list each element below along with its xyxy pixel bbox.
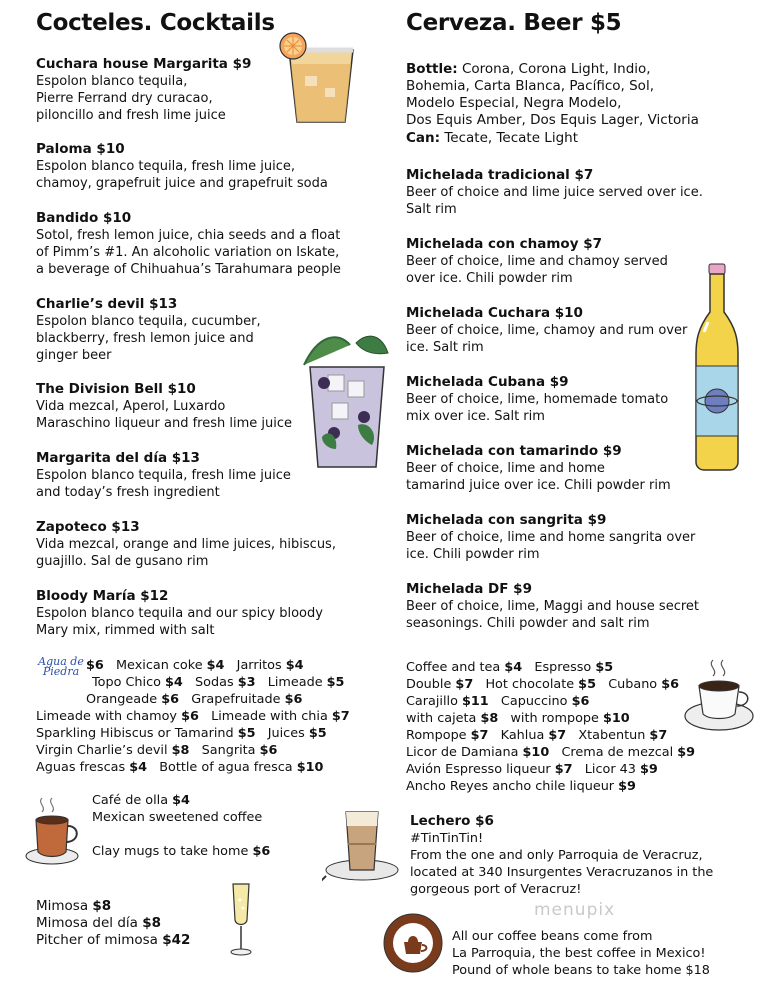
beer-bottle-line: Dos Equis Amber, Dos Equis Lager, Victoria <box>406 112 699 128</box>
item-name: Paloma $10 <box>36 141 125 157</box>
item-name: Michelada tradicional $7 <box>406 167 594 183</box>
label: Limeade with chia <box>198 709 332 724</box>
item-desc: Beer of choice, lime, Maggi and house secret seasonings. Chili powder and salt rim <box>406 599 699 631</box>
label: Carajillo <box>406 694 462 709</box>
menu-item <box>36 519 376 570</box>
label: Sparkling Hibiscus or Tamarind <box>36 726 238 741</box>
soft-drinks-line-4 <box>36 725 327 742</box>
cocktails-heading: Cocteles. Cocktails <box>36 10 275 36</box>
menu-item <box>36 588 376 639</box>
bottle-list: Corona, Corona Light, Indio, <box>457 61 651 77</box>
price: $3 <box>237 675 256 690</box>
label: Bottle of agua fresca <box>147 760 297 775</box>
label: with cajeta <box>406 711 481 726</box>
lechero-desc: #TinTinTin! From the one and only Parroquia de Veracruz, located at 340 Insurgentes Veracruzanos in the gorgeous port of Veracruz! <box>410 831 714 897</box>
item-desc: Beer of choice, lime, chamoy and rum over ice. Salt rim <box>406 323 688 355</box>
price: $7 <box>548 728 567 743</box>
label: Limeade with chamoy <box>36 709 182 724</box>
price: $5 <box>237 726 256 741</box>
price: $5 <box>595 660 614 675</box>
beer-bottle-icon <box>692 262 742 472</box>
coffee-line-5 <box>406 744 695 761</box>
price: $7 <box>331 709 350 724</box>
price: $6 <box>284 692 303 707</box>
label: Mexican sweetened coffee <box>92 810 263 825</box>
can-label: Can: <box>406 130 441 146</box>
price: $10 <box>602 711 630 726</box>
label: Topo Chico <box>92 675 166 690</box>
price: $6 <box>86 658 104 673</box>
cafe-olla-line-1 <box>92 809 262 826</box>
label: Double <box>406 677 456 692</box>
label: Mimosa <box>36 898 93 914</box>
label: Clay mugs to take home <box>92 844 253 859</box>
price: $4 <box>206 658 225 673</box>
agua-de-piedra-logo: Agua de Piedra <box>38 655 84 678</box>
label: Coffee and tea <box>406 660 505 675</box>
label: Juices <box>255 726 309 741</box>
label: Jarritos <box>224 658 286 673</box>
can-list: Tecate, Tecate Light <box>440 130 578 146</box>
price: $10 <box>522 745 550 760</box>
item-name: Zapoteco $13 <box>36 519 140 535</box>
label: Aguas frescas <box>36 760 130 775</box>
price: $7 <box>455 677 474 692</box>
beer-heading: Cerveza. Beer $5 <box>406 10 622 36</box>
item-name: Bloody María $12 <box>36 588 169 604</box>
price: $4 <box>285 658 304 673</box>
menu-item <box>406 512 746 563</box>
label: Avión Espresso liqueur <box>406 762 555 777</box>
price: $9 <box>640 762 658 777</box>
price: $5 <box>326 675 345 690</box>
clay-mug-icon <box>24 796 84 866</box>
coffee-line-3 <box>406 710 630 727</box>
label: Grapefruitade <box>179 692 285 707</box>
label: Cubano <box>595 677 662 692</box>
label: Pitcher of mimosa <box>36 932 163 948</box>
coffee-line-0 <box>406 659 613 676</box>
item-name: Charlie’s devil $13 <box>36 296 178 312</box>
label: Xtabentun <box>566 728 650 743</box>
label: Café de olla <box>92 793 173 808</box>
item-name: Michelada DF $9 <box>406 581 532 597</box>
menupix-watermark: menupix <box>534 900 616 920</box>
label: Orangeade <box>86 692 162 707</box>
item-desc: Vida mezcal, orange and lime juices, hibiscus, guajillo. Sal de gusano rim <box>36 537 336 569</box>
price: $8 <box>142 915 162 931</box>
price: $6 <box>661 677 680 692</box>
item-desc: Espolon blanco tequila, fresh lime juice, chamoy, grapefruit juice and grapefruit soda <box>36 159 328 191</box>
item-desc: Espolon blanco tequila and our spicy bloody Mary mix, rimmed with salt <box>36 606 323 638</box>
price: $4 <box>172 793 190 808</box>
item-desc: Espolon blanco tequila, fresh lime juice and today’s fresh ingredient <box>36 468 291 500</box>
item-name: Michelada Cubana $9 <box>406 374 569 390</box>
item-desc: Vida mezcal, Aperol, Luxardo Maraschino liqueur and fresh lime juice <box>36 399 293 431</box>
cafe-olla-line-0 <box>92 792 190 809</box>
item-desc: Beer of choice, lime and home tamarind juice over ice. Chili powder rim <box>406 461 671 493</box>
champagne-flute-icon <box>226 882 256 958</box>
price: $42 <box>162 932 191 948</box>
label: Crema de mezcal <box>549 745 678 760</box>
label: Sodas <box>182 675 238 690</box>
price: $7 <box>554 762 573 777</box>
coffee-cup-icon <box>683 656 755 738</box>
mimosa-line-0 <box>36 898 111 915</box>
label: Licor 43 <box>572 762 641 777</box>
beans-desc: All our coffee beans come from La Parroquia, the best coffee in Mexico! Pound of whole beans to take home $18 <box>452 929 710 978</box>
item-desc: Espolon blanco tequila, cucumber, blackberry, fresh lemon juice and ginger beer <box>36 314 261 363</box>
price: $5 <box>578 677 596 692</box>
item-desc: Beer of choice, lime and home sangrita over ice. Chili powder rim <box>406 530 696 562</box>
price: $8 <box>480 711 499 726</box>
mimosa-line-2 <box>36 932 190 949</box>
item-name: The Division Bell $10 <box>36 381 196 397</box>
label: Licor de Damiana <box>406 745 523 760</box>
margarita-glass-icon <box>275 28 367 126</box>
price: $5 <box>308 726 327 741</box>
beer-bottle-line: Bohemia, Carta Blanca, Pacífico, Sol, <box>406 78 654 94</box>
price: $8 <box>171 743 190 758</box>
beer-can-line <box>406 130 578 147</box>
label: Espresso <box>522 660 596 675</box>
soft-drinks-line-0 <box>86 657 304 674</box>
label: Ancho Reyes ancho chile liqueur <box>406 779 619 794</box>
item-desc: Beer of choice, lime and chamoy served over ice. Chili powder rim <box>406 254 668 286</box>
label: Capuccino <box>488 694 572 709</box>
price: $6 <box>259 743 278 758</box>
menu-item <box>406 167 746 218</box>
price: $8 <box>92 898 112 914</box>
label: with rompope <box>498 711 603 726</box>
coffee-line-2 <box>406 693 589 710</box>
item-name: Michelada con tamarindo $9 <box>406 443 622 459</box>
soft-drinks-line-6 <box>36 759 323 776</box>
soft-drinks-line-2 <box>86 691 302 708</box>
item-desc: Beer of choice, lime, homemade tomato mix over ice. Salt rim <box>406 392 669 424</box>
bottle-label: Bottle: <box>406 61 458 77</box>
item-name: Michelada con chamoy $7 <box>406 236 602 252</box>
cafe-olla-line-2 <box>92 843 270 860</box>
menu-item <box>36 141 376 192</box>
soft-drinks-line-5 <box>36 742 277 759</box>
lechero-name: Lechero $6 <box>410 813 494 829</box>
price: $9 <box>677 745 696 760</box>
label: Mimosa del día <box>36 915 143 931</box>
mimosa-line-1 <box>36 915 161 932</box>
lechero-glass-icon <box>322 804 402 884</box>
item-desc: Espolon blanco tequila, Pierre Ferrand dry curacao, piloncillo and fresh lime juice <box>36 74 226 123</box>
beer-bottle-line <box>406 61 651 78</box>
item-desc: Beer of choice and lime juice served over ice. Salt rim <box>406 185 703 217</box>
item-name: Cuchara house Margarita $9 <box>36 56 252 72</box>
label: Hot chocolate <box>473 677 579 692</box>
menu-item <box>406 581 746 632</box>
coffee-line-4 <box>406 727 667 744</box>
price: $7 <box>470 728 489 743</box>
price: $7 <box>649 728 668 743</box>
item-name: Margarita del día $13 <box>36 450 200 466</box>
label: Virgin Charlie’s devil <box>36 743 172 758</box>
menu-item <box>36 210 376 278</box>
price: $4 <box>165 675 183 690</box>
label: Limeade <box>255 675 327 690</box>
label: Mexican coke <box>103 658 207 673</box>
soft-drinks-line-3 <box>36 708 350 725</box>
coffee-line-7 <box>406 778 636 795</box>
price: $6 <box>181 709 199 724</box>
soft-drinks-line-1 <box>92 674 344 691</box>
coffee-line-1 <box>406 676 679 693</box>
la-parroquia-emblem-icon <box>382 912 444 974</box>
cocktail-glass-icon <box>298 325 394 473</box>
price: $10 <box>296 760 324 775</box>
label: Rompope <box>406 728 471 743</box>
coffee-line-6 <box>406 761 658 778</box>
item-desc: Sotol, fresh lemon juice, chia seeds and a float of Pimm’s #1. An alcoholic variation on Iskate, a beverage of Chihuahua’s Tarahumara people <box>36 228 341 277</box>
label: Kahlua <box>488 728 549 743</box>
price: $4 <box>129 760 148 775</box>
price: $6 <box>161 692 180 707</box>
label: Sangrita <box>189 743 260 758</box>
item-name: Bandido $10 <box>36 210 132 226</box>
price: $6 <box>252 844 271 859</box>
beer-bottle-line: Modelo Especial, Negra Modelo, <box>406 95 622 111</box>
item-name: Michelada con sangrita $9 <box>406 512 607 528</box>
item-name: Michelada Cuchara $10 <box>406 305 583 321</box>
price: $11 <box>462 694 489 709</box>
price: $9 <box>618 779 636 794</box>
price: $6 <box>571 694 590 709</box>
price: $4 <box>504 660 523 675</box>
